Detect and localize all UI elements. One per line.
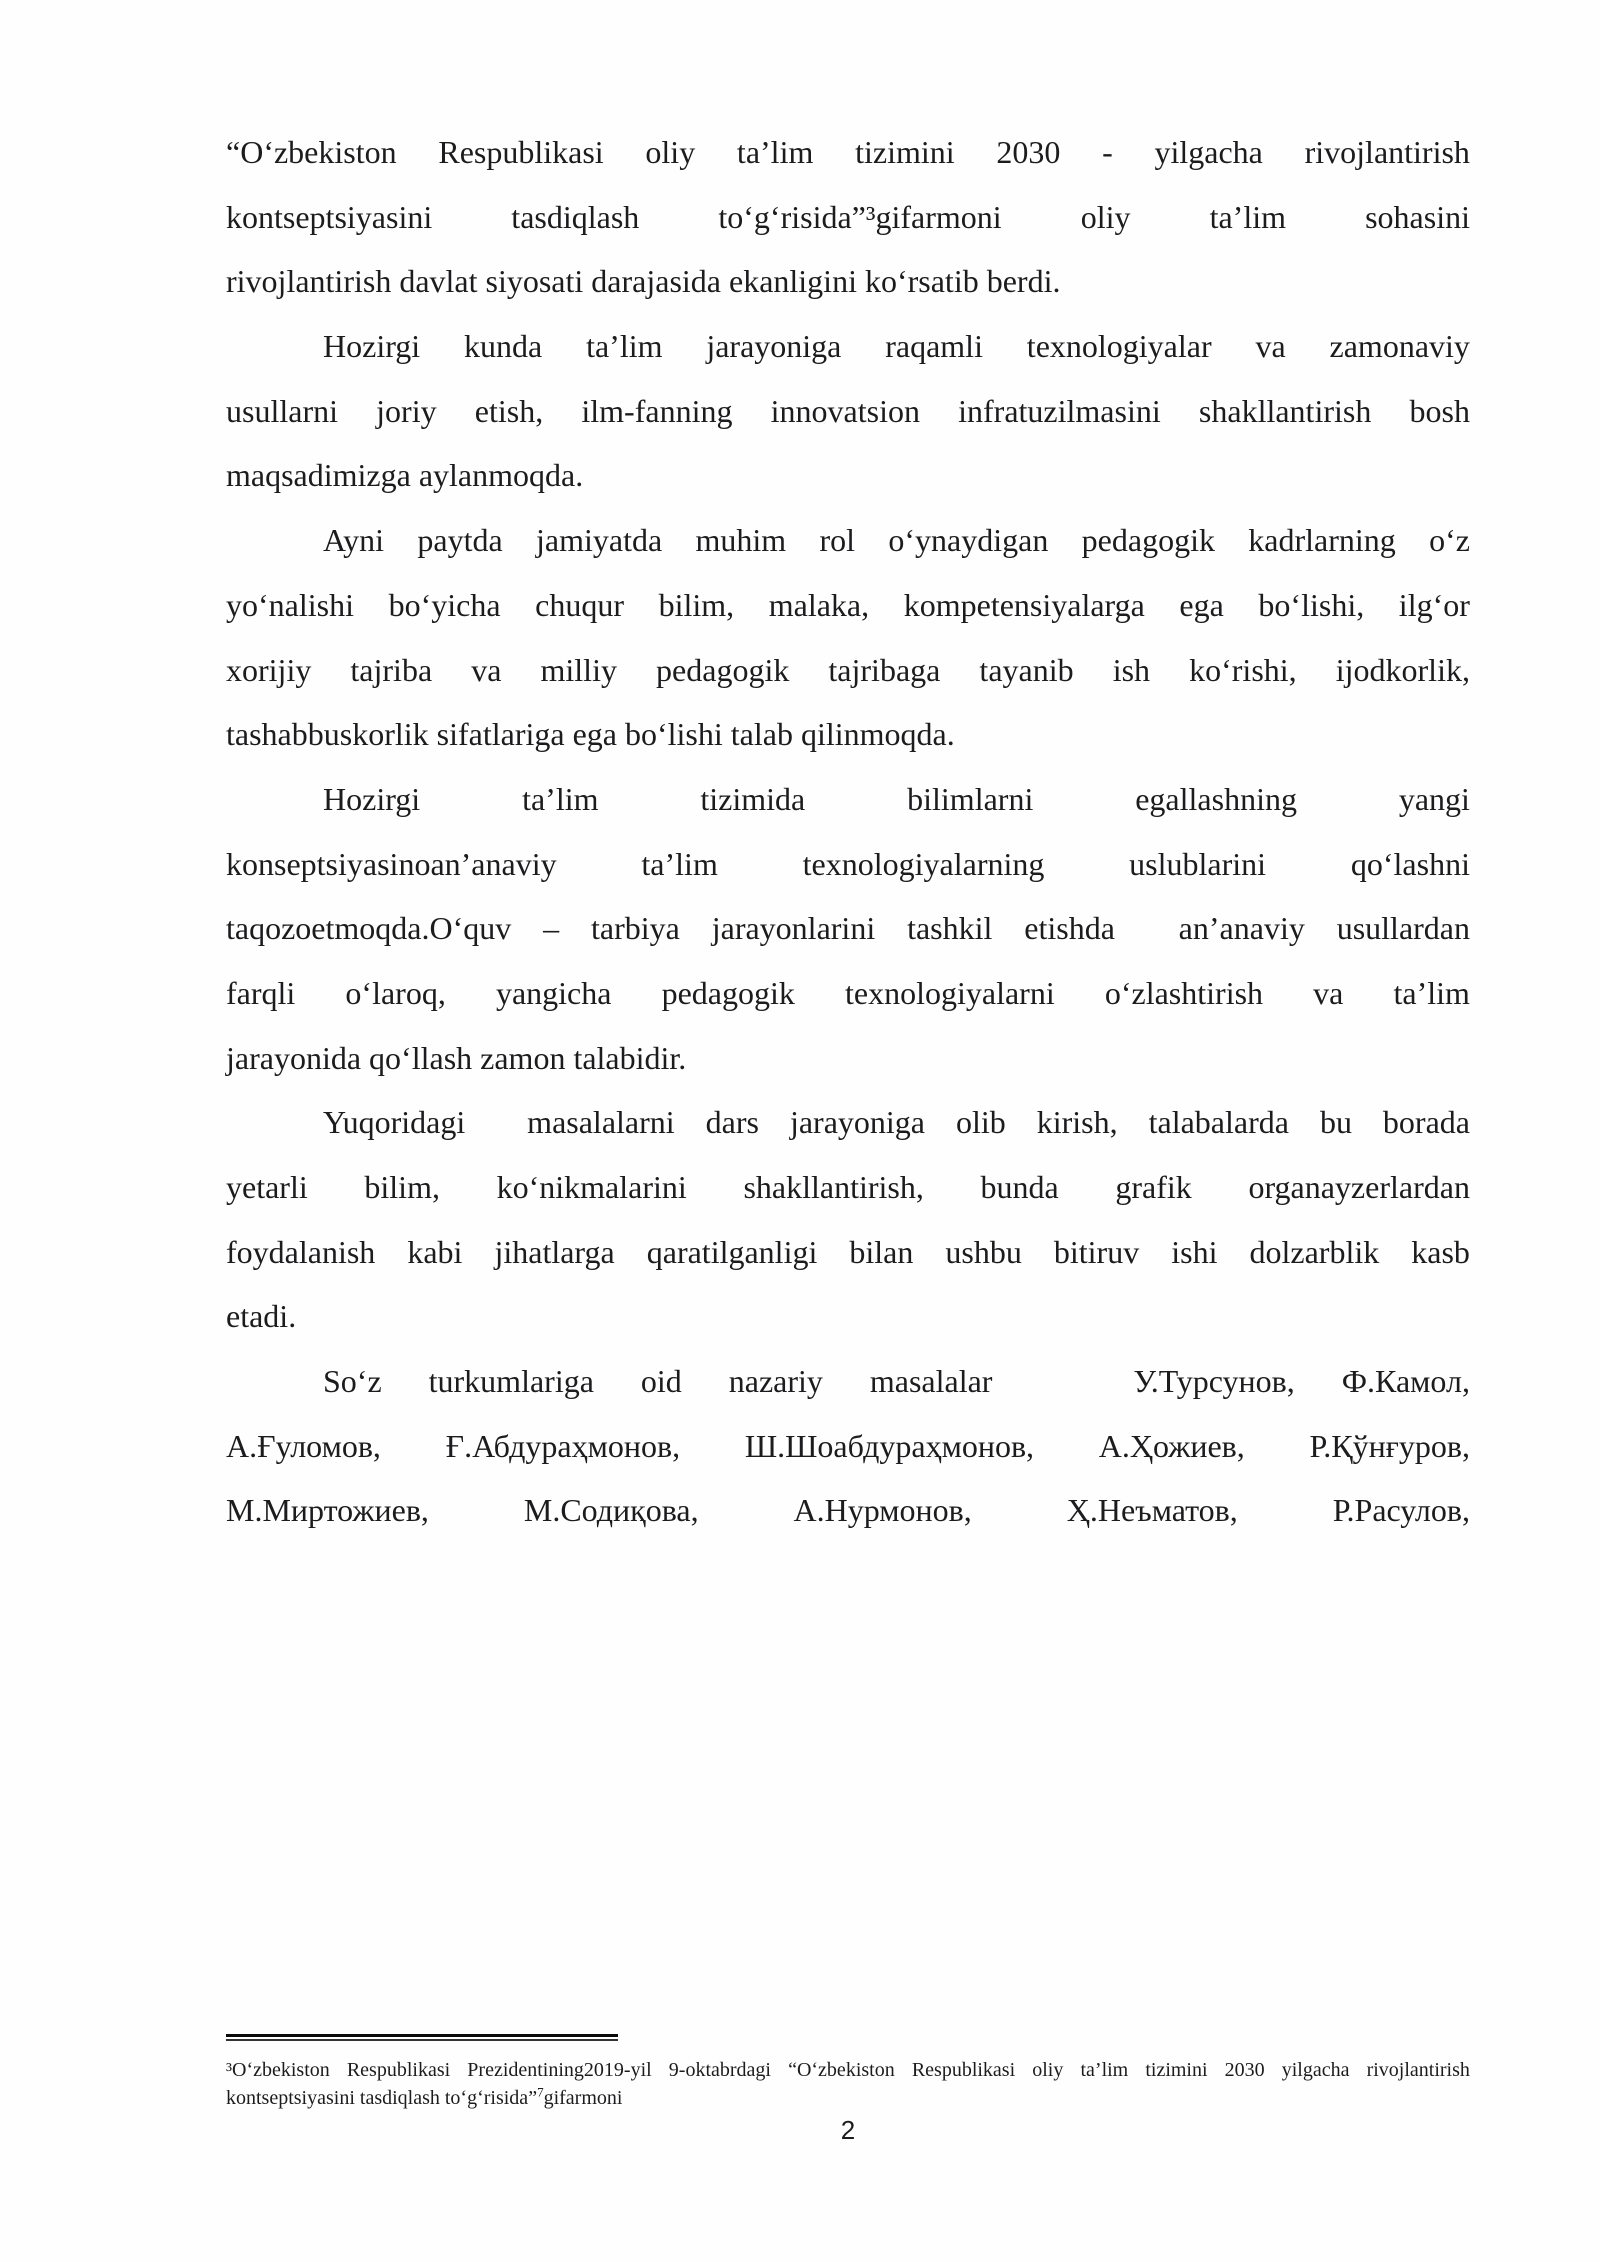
- footnote-text: [226, 2056, 1470, 2112]
- footnote-separator: [226, 2034, 618, 2041]
- text-line: usullarni joriy etish, ilm-fanning innovatsion infratuzilmasini shakllantirish bosh: [226, 392, 1470, 429]
- text-line: Hozirgi kunda ta’lim jarayoniga raqamli texnologiyalar va zamonaviy: [323, 328, 1470, 365]
- text-line: So‘z turkumlariga oid nazariy masalalar У.Турсунов, Ф.Камол,: [323, 1363, 1470, 1400]
- text-line: tashabbuskorlik sifatlariga ega bo‘lishi talab qilinmoqda.: [226, 716, 955, 753]
- text-line: А.Ғуломов, Ғ.Абдураҳмонов, Ш.Шоабдураҳмонов, А.Ҳожиев, Р.Қўнғуров,: [226, 1427, 1470, 1464]
- text-line: foydalanish kabi jihatlarga qaratilganligi bilan ushbu bitiruv ishi dolzarblik kasb: [226, 1233, 1470, 1270]
- body-text: [226, 120, 1470, 1543]
- text-line: Yuqoridagi masalalarni dars jarayoniga olib kirish, talabalarda bu borada: [323, 1104, 1470, 1141]
- text-line: М.Миртожиев, М.Содиқова, А.Нурмонов, Ҳ.Неъматов, Р.Расулов,: [226, 1492, 1470, 1529]
- text-line: Ayni paytda jamiyatda muhim rol o‘ynaydigan pedagogik kadrlarning o‘z: [323, 522, 1470, 559]
- text-line: [226, 2084, 1470, 2112]
- text-segment: gifarmoni: [543, 2087, 623, 2109]
- superscript-mark: 7: [537, 2084, 544, 2100]
- text-line: konseptsiyasinoan’anaviy ta’lim texnologiyalarning uslublarini qo‘lashni: [226, 845, 1470, 882]
- text-line: Hozirgi ta’lim tizimida bilimlarni egallashning yangi: [323, 780, 1470, 817]
- text-line: etadi.: [226, 1298, 297, 1335]
- text-line: farqli o‘laroq, yangicha pedagogik texnologiyalarni o‘zlashtirish va ta’lim: [226, 974, 1470, 1011]
- text-line: kontseptsiyasini tasdiqlash to‘g‘risida”³gifarmoni oliy ta’lim sohasini: [226, 198, 1470, 235]
- text-line: rivojlantirish davlat siyosati darajasida ekanligini ko‘rsatib berdi.: [226, 263, 1061, 300]
- text-line: taqozoetmoqda.O‘quv – tarbiya jarayonlarini tashkil etishda an’anaviy usullardan: [226, 910, 1470, 947]
- text-line: “O‘zbekiston Respublikasi oliy ta’lim tizimini 2030 - yilgacha rivojlantirish: [226, 134, 1470, 170]
- text-segment: kontseptsiyasini tasdiqlash to‘g‘risida”: [226, 2087, 538, 2109]
- page-number: 2: [840, 2115, 856, 2145]
- text-line: jarayonida qo‘llash zamon talabidir.: [226, 1039, 687, 1076]
- text-line: maqsadimizga aylanmoqda.: [226, 457, 584, 494]
- text-line: yetarli bilim, ko‘nikmalarini shakllantirish, bunda grafik organayzerlardan: [226, 1169, 1470, 1205]
- text-line: ³O‘zbekiston Respublikasi Prezidentining2019-yil 9-oktabrdagi “O‘zbekiston Respublikasi oliy ta’lim tizimini 2030 yilgacha rivojlantirish: [226, 2059, 1470, 2081]
- text-line: xorijiy tajriba va milliy pedagogik tajribaga tayanib ish ko‘rishi, ijodkorlik,: [226, 651, 1470, 688]
- text-line: yo‘nalishi bo‘yicha chuqur bilim, malaka, kompetensiyalarga ega bo‘lishi, ilg‘or: [226, 586, 1470, 623]
